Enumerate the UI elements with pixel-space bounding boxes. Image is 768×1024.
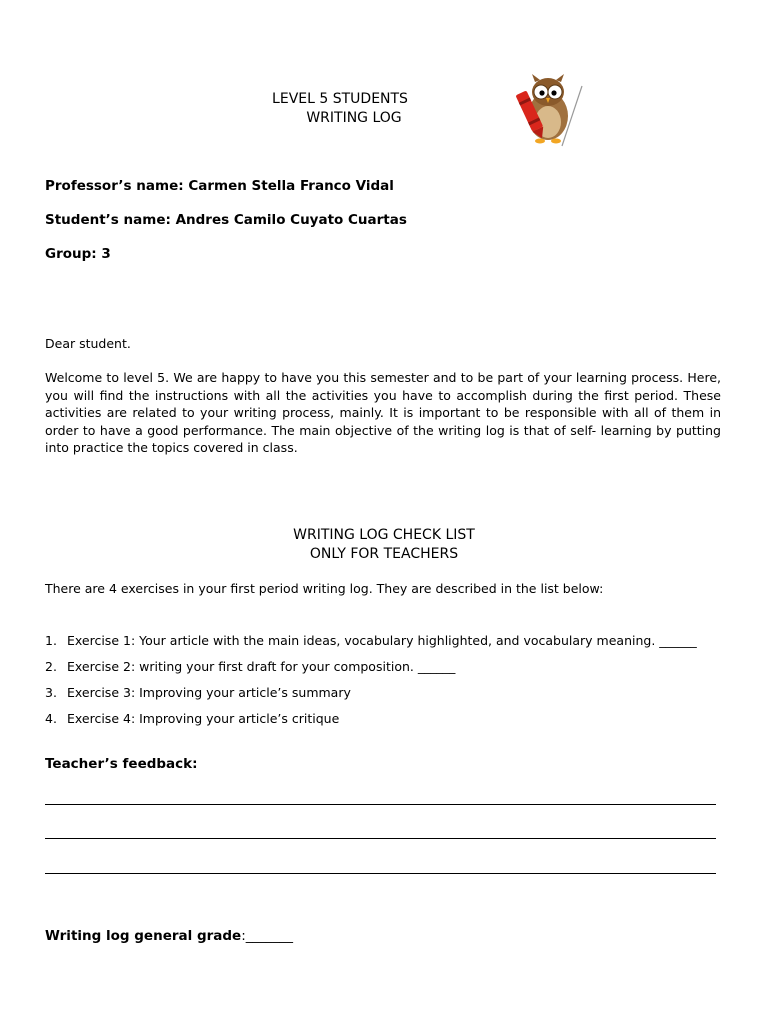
exercise-number: 3. [45, 685, 57, 700]
exercise-text: Exercise 1: Your article with the main ideas, vocabulary highlighted, and vocabulary meaning. ______ [67, 633, 697, 648]
owl-with-pencil-icon [510, 68, 590, 152]
exercise-number: 1. [45, 633, 57, 648]
document-title [240, 90, 440, 128]
exercise-text: Exercise 4: Improving your article’s critique [67, 711, 340, 726]
exercise-text: Exercise 3: Improving your article’s summary [67, 685, 351, 700]
exercise-number: 2. [45, 659, 57, 674]
group-number: Group: 3 [45, 246, 111, 262]
exercise-item [45, 685, 351, 700]
student-name: Student’s name: Andres Camilo Cuyato Cuartas [45, 212, 407, 228]
general-grade-blank: :_______ [241, 928, 294, 944]
letter-greeting: Dear student. [45, 336, 131, 351]
exercise-item [45, 633, 697, 648]
general-grade [45, 928, 293, 944]
exercise-item [45, 711, 339, 726]
teacher-feedback-label: Teacher’s feedback: [45, 756, 198, 772]
feedback-line [45, 804, 716, 805]
exercise-text: Exercise 2: writing your first draft for your composition. ______ [67, 659, 456, 674]
feedback-line [45, 838, 716, 839]
title-line-1: LEVEL 5 STUDENTS [272, 91, 408, 107]
exercise-number: 4. [45, 711, 57, 726]
checklist-title-line-2: ONLY FOR TEACHERS [309, 546, 459, 562]
checklist-title-line-1: WRITING LOG CHECK LIST [293, 527, 475, 543]
professor-name: Professor’s name: Carmen Stella Franco Vidal [45, 178, 394, 194]
title-line-2: WRITING LOG [306, 110, 402, 126]
feedback-line [45, 873, 716, 874]
general-grade-label: Writing log general grade [45, 928, 242, 944]
checklist-intro: There are 4 exercises in your first period writing log. They are described in the list below: [45, 581, 604, 596]
exercise-item [45, 659, 455, 674]
checklist-title [234, 526, 534, 564]
letter-body: Welcome to level 5. We are happy to have you this semester and to be part of your learning process. Here, you will find the instructions with all the activities you have to accomplish during the first period. These activities are related to your writing process, mainly. It is important to be responsible with all of them in order to have a good performance. The main objective of the writing log is that of self- learning by putting into practice the topics covered in class. [45, 370, 721, 455]
